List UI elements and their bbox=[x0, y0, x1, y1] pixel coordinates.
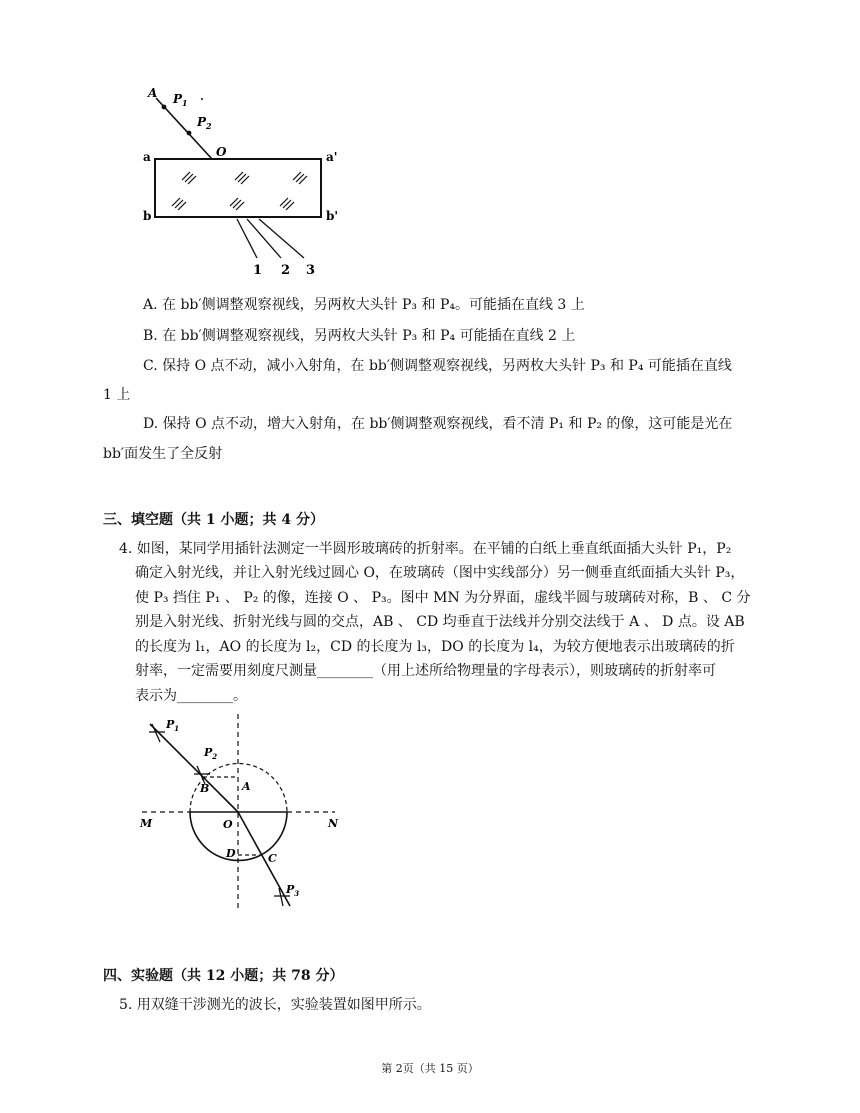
label-C-fig2: C bbox=[268, 852, 277, 865]
line-2 bbox=[247, 219, 281, 258]
incident-ray-2 bbox=[150, 724, 238, 812]
label-N-fig2: N bbox=[328, 817, 339, 830]
q4-line-1: 4. 如图，某同学用插针法测定一半圆形玻璃砖的折射率。在平铺的白纸上垂直纸面插大头针 P₁，P₂ bbox=[119, 541, 732, 557]
label-P2: $P_2$ bbox=[197, 115, 212, 131]
option-c-line2: 1 上 bbox=[103, 387, 131, 403]
q4-line-4: 别是入射光线、折射光线与圆的交点，AB 、 CD 均垂直于法线并分别交法线于 A 、 D 点。设 AB bbox=[135, 614, 745, 630]
label-O-fig2: O bbox=[223, 818, 233, 831]
option-d-line1: D. 保持 O 点不动，增大入射角，在 bb′侧调整观察视线，看不清 P₁ 和 P₂ 的像，这可能是光在 bbox=[143, 416, 733, 432]
option-b: B. 在 bb′侧调整观察视线，另两枚大头针 P₃ 和 P₄ 可能插在直线 2 上 bbox=[143, 328, 576, 344]
section-3-title: 三、填空题（共 1 小题；共 4 分） bbox=[103, 512, 324, 528]
pin-p2 bbox=[187, 131, 192, 136]
glass-hatch bbox=[172, 172, 307, 210]
q4-line-7: 表示为________。 bbox=[135, 688, 247, 704]
label-A-fig2: A bbox=[242, 780, 251, 793]
label-a: a bbox=[143, 150, 151, 164]
section-4-title: 四、实验题（共 12 小题；共 78 分） bbox=[103, 968, 344, 984]
figure-semicircle-glass bbox=[130, 712, 360, 912]
label-O: O bbox=[216, 145, 227, 159]
option-c-line1: C. 保持 O 点不动，减小入射角，在 bb′侧调整观察视线，另两枚大头针 P₃ 和 P₄ 可能插在直线 bbox=[143, 358, 732, 374]
page-footer: 第 2页（共 15 页） bbox=[381, 1062, 479, 1075]
label-P2-fig2: $P_2$ bbox=[204, 746, 218, 761]
label-P1-fig2: $P_1$ bbox=[166, 718, 180, 733]
label-P3-fig2: $P_3$ bbox=[286, 883, 300, 898]
label-A: A bbox=[148, 86, 158, 100]
q4-line-3: 使 P₃ 挡住 P₁ 、 P₂ 的像，连接 O 、 P₃。图中 MN 为分界面，虚线半圆与玻璃砖对称，B 、 C 分 bbox=[135, 590, 751, 606]
label-line-3: 3 bbox=[306, 263, 316, 278]
label-M-fig2: M bbox=[140, 817, 153, 830]
q4-line-5: 的长度为 l₁，AO 的长度为 l₂，CD 的长度为 l₃，DO 的长度为 l₄，为较方便地表示出玻璃砖的折 bbox=[135, 639, 735, 655]
label-P1: $P_1$ bbox=[173, 92, 188, 108]
q4-line-6: 射率，一定需要用刻度尺测量________（用上述所给物理量的字母表示），则玻璃砖的折射率可 bbox=[135, 663, 716, 679]
q4-line-2: 确定入射光线，并让入射光线过圆心 O，在玻璃砖（图中实线部分）另一侧垂直纸面插大头针 P₃， bbox=[135, 565, 745, 581]
label-line-2: 2 bbox=[281, 263, 291, 278]
label-B-fig2: B bbox=[200, 782, 210, 795]
q5-text: 5. 用双缝干涉测光的波长，实验装置如图甲所示。 bbox=[119, 997, 431, 1013]
pin-p1 bbox=[162, 105, 167, 110]
label-b: b bbox=[143, 209, 152, 223]
option-a: A. 在 bb′侧调整观察视线，另两枚大头针 P₃ 和 P₄。可能插在直线 3 上 bbox=[143, 297, 585, 313]
label-a-prime: a' bbox=[326, 150, 338, 164]
line-1 bbox=[237, 219, 257, 258]
refracted-ray bbox=[238, 812, 290, 906]
label-line-1: 1 bbox=[253, 263, 263, 278]
label-b-prime: b' bbox=[326, 209, 339, 223]
figure-glass-block bbox=[130, 80, 350, 280]
option-d-line2: bb′面发生了全反射 bbox=[103, 446, 223, 462]
line-3 bbox=[259, 219, 304, 258]
label-D-fig2: D bbox=[226, 847, 236, 860]
